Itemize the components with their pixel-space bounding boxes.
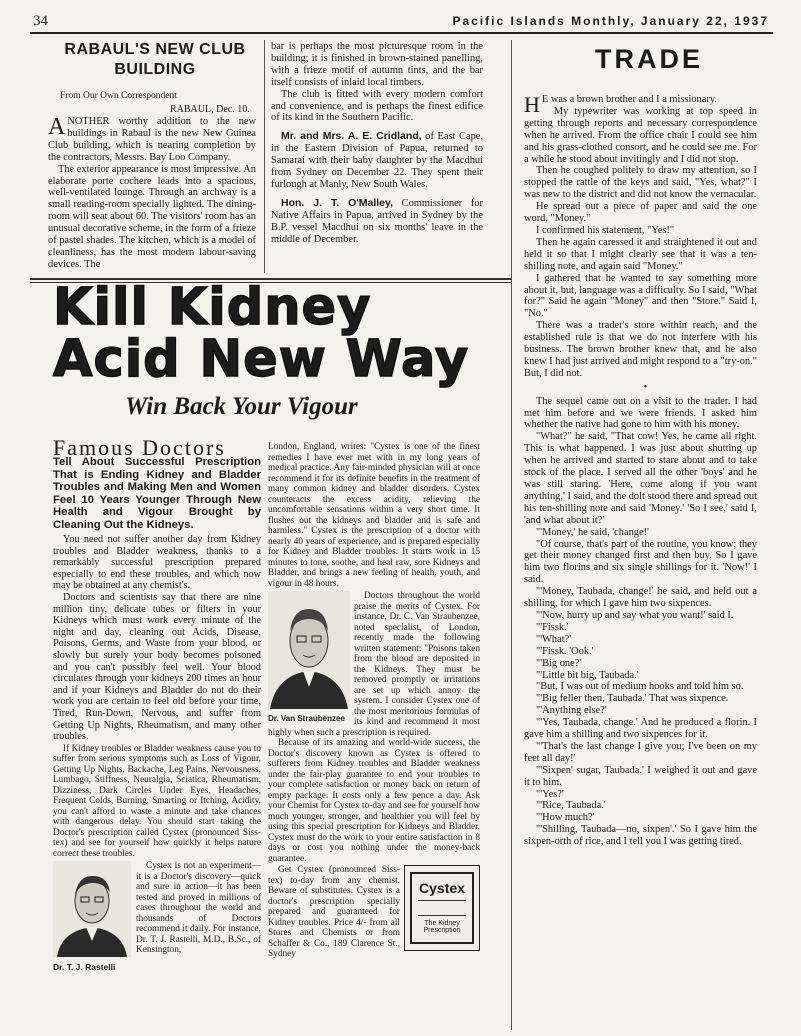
- trade-paragraph: He spread out a piece of paper and said the one word, "Money.": [524, 201, 757, 225]
- cystex-tagline: The Kidney Prescription: [423, 920, 461, 934]
- page-number: 34: [33, 13, 48, 29]
- trade-paragraph: "'What?': [536, 633, 572, 645]
- trade-paragraph: My typewriter was working at top speed in getting through reports and necessary correspondence when he arrived. From the office chair I could see him and his grass-clothed consort, and he could see me. For a while he stood about invitingly and I did not stop.: [524, 105, 757, 165]
- section-bullet: •: [643, 381, 648, 393]
- personal-item: [271, 131, 483, 191]
- drop-cap: H: [524, 92, 540, 117]
- trade-paragraph: Then he coughed politely to draw my attention, so I stopped the rattle of the keys and said, "Yes, what?" I was new to the district and did not know the vernacular.: [524, 165, 757, 201]
- trade-paragraph: "But, I was out of medium hooks and told him so.: [536, 681, 744, 693]
- advert-paragraph: [53, 744, 261, 860]
- club-paragraph: bar is perhaps the most picturesque room in the building; it is finished in brown-stained panelling, with a frieze motif of autumn tints, and the bar itself consists of inlaid local timbers.: [271, 41, 483, 88]
- running-title: Pacific Islands Monthly, January 22, 1937: [452, 14, 769, 28]
- drop-cap: A: [48, 114, 66, 140]
- personal-name: Hon. J. T. O'Malley,: [281, 196, 393, 209]
- trade-paragraph: The sequel came out on a visit to the trader. I had met him before and we were friends. I asked him whether the native had gone to him with his money.: [524, 395, 757, 431]
- personal-item: [271, 198, 483, 246]
- trade-paragraph: "'Rice, Taubada.': [536, 800, 606, 812]
- package-band: [418, 900, 466, 916]
- column-rule: [511, 40, 512, 1030]
- cystex-package: [404, 865, 480, 951]
- advert-right-column: [268, 442, 480, 960]
- advert-headline: Kill Kidney Acid New Way: [53, 278, 470, 389]
- trade-paragraph: Then he again caressed it and straightened it out and held it so that I might clearly see that it was a ten-shilling note, and again said "Money.": [524, 236, 757, 272]
- club-article-continued: [271, 41, 483, 246]
- trade-paragraph: "'Anything else?': [536, 705, 607, 717]
- portrait-van-straubenzee-image: [268, 591, 350, 709]
- trade-paragraph: "Of course, that's part of the routine, you know; they get their money changed first and then buy. So I gave him two florins and six single shillings for it. 'Now!' I said.: [524, 538, 757, 586]
- dateline: RABAUL, Dec. 10.: [170, 104, 250, 115]
- trade-paragraph: "'Money, Taubada, change!' he said, and held out a shilling, for which I gave him two sixpences.: [524, 586, 757, 610]
- portrait-rastelli: [53, 861, 131, 973]
- trade-article-body: [524, 94, 757, 848]
- personal-name: Mr. and Mrs. A. E. Cridland,: [281, 130, 422, 143]
- advert-left-column: [53, 534, 261, 973]
- advert-paragraph: Doctors and scientists say that there are nine million tiny, delicate tubes or filters in your Kidneys which must work every minute of the night and day, cleaning out Acids, Disease, Poisons, Germs, and Waste from your blood, or slowly but surely your body becomes poisoned and you can't possibly feel well. Your blood circulates through your kidneys 200 times an hour and if your Kidneys and Bladder do not do their work you are certain to feel old before your time, Tired, Run-Down, Nervous, and suffer from Getting Up Nights, Rheumatism, and many other troubles.: [53, 591, 261, 743]
- advert-paragraph: Doctors throughout the world praise the merits of Cystex. For instance, Dr. C. Van Straubenzee, noted specialist, of London, recently made the following written statement: "Poisons taken from the blood are deposited in the Kidneys. They must be removed promptly or irritations are set up which annoy the system. I consider Cystex one of the most meritorious formulas of its kind and recommend it most highly when such a prescription is required.: [268, 591, 480, 738]
- trade-paragraph: "What?" he said, "That cow! Yes, he came all right. This is what happened. I was just about shutting up when he arrived and started to stare about and to take stock of the place. I served all the other 'boys' and he was still staring. 'Here, come along if you want anything,' I said, and the dolt stood there and spread out his ten-shilling note and said 'Money.' 'So I see,' said I, 'and what about it?': [524, 431, 757, 526]
- trade-paragraph: "'Little bit big, Taubada.': [536, 669, 639, 681]
- byline: From Our Own Correspondent: [60, 91, 177, 101]
- header-rule: [30, 32, 773, 34]
- trade-paragraph: "'How much?': [536, 812, 595, 824]
- trade-paragraph: "'Yes?': [536, 788, 564, 800]
- trade-paragraph: E was a brown brother and I a missionary.: [541, 94, 717, 105]
- portrait-rastelli-image: [53, 861, 131, 957]
- trade-paragraph: I gathered that he wanted to say something more about it, but, language was a difficulty. So I said, "What for?" Said he again "Money" and then "Store." Said I, "No.": [524, 272, 757, 320]
- advert-paragraph: Cystex is not an experiment—it is a Doctor's discovery—quick and sure in action—it has been tested and proved in millions of cases throughout the world and thousands of Doctors recommend it daily. For instance, Dr. T. J. Rastelli, M.D., B.Sc., of Kensington,: [136, 861, 261, 956]
- portrait-van-straubenzee: [268, 591, 350, 721]
- advert-paragraph: Get Cystex (pronounced Siss-tex) to-day from any chemist. Beware of substitutes. Cystex is a doctor's prescription specially prepared and guaranteed for Kidney troubles. Price 4/- from all Stores and Chemists or from Schaffer & Co., 189 Clarence St., Sydney: [268, 865, 400, 959]
- caption-rastelli: Dr. T. J. Rastelli: [53, 962, 116, 973]
- club-paragraph: The exterior appearance is most impressive. An elaborate porte cochere leads into a spacious, well-ventilated lounge. Through an archway is a small reading-room specially lighted. The dining-room will seat about 60. The visitors' room has an unusual decorative scheme, in the form of a frieze of pastel shades. The kitchen, which is a model of cleanliness, has the most modern labour-saving devices. The: [48, 163, 257, 270]
- caption-van-straubenzee: Dr. Van Straubenzee: [268, 714, 345, 723]
- advert-paragraph-text: If Kidney troubles or Bladder weakness cause you to suffer from serious symptoms such as Loss of Vigour, Getting Up Nights, Backache, Leg Pains, Nervousness, Lumbago, Stiffness, Neuralgia, Sciatica, Rheumatism, Dizziness, Dark Circles Under Eyes, Headaches, Frequent Colds, Burning, Smarting or Itching, Acidity, you can't afford to waste a minute and take chances with dangerous delay. You should start taking the Doctor's prescription called Cystex (pronounced Siss-tex) and see for yourself how quickly it helps nature correct these troubles.: [53, 743, 261, 859]
- trade-paragraph: There was a trader's store within reach, and the established rule is that we do not interfere with his business. The brown brother knew that, and he also knew I had just arrived and might respond to a "try-on." But, I did not.: [524, 320, 757, 379]
- trade-paragraph: "'Big one?': [536, 657, 582, 669]
- trade-paragraph: "'Yes, Taubada, change.' And he produced a florin. I gave him a shilling and two sixpences for it.: [524, 717, 757, 741]
- advert-paragraph: London, England, writes: "Cystex is one of the finest remedies I have ever met with in my long years of medical practice. Any fair-minded physician will at once recommend it for its definite benefits in the treatment of many common kidney and bladder disorders. Cystex counteracts the excess acidity, relieving the uncomfortable sensations within a very short time. It flushes out the kidneys and bladder and is safe and harmless." Cystex is the prescription of a doctor with nearly 40 years of experience, and is prepared especially for Kidney and Bladder troubles. It starts work in 15 minutes to tone, soothe, and heal raw, sore Kidneys and Bladder, and brings a new feeling of health, youth, and vigour in 48 hours.: [268, 442, 480, 589]
- trade-paragraph: "'Big feller then, Taubada.' That was sixpence.: [536, 693, 729, 705]
- personal-text: Commissioner for Native Affairs in Papua, arrived in Sydney by the B.P. vessel Macdhui on six months' leave in the middle of December.: [271, 197, 483, 245]
- trade-paragraph: "'Sixpen' sugar, Taubada.' I weighed it out and gave it to him.: [524, 764, 757, 788]
- club-article-body: [48, 116, 256, 271]
- advert-paragraph: You need not suffer another day from Kidney troubles and Bladder weakness, thanks to a remarkably successful prescription prepared especially to end these troubles, and which now may be obtained at any chemist's.: [53, 534, 261, 592]
- advert-famous-doctors: Famous Doctors: [53, 435, 226, 460]
- trade-paragraph: "'Now, hurry up and say what you want!' said I.: [536, 609, 734, 621]
- trade-paragraph: "'Shilling, Taubada—no, sixpen'.' So I gave him the sixpen-orth of rice, and I tell you I was getting tired.: [524, 824, 757, 848]
- club-paragraph: NOTHER worthy addition to the new buildings in Rabaul is the new New Guinea Club building, which is nearing completion by the contractors, Messrs. Bay Loo Company.: [48, 116, 256, 163]
- trade-paragraph: I confirmed his statement, "Yes!": [536, 224, 675, 236]
- advert-paragraph: Because of its amazing and world-wide success, the Doctor's discovery known as Cystex is offered to sufferers from Kidney troubles and Bladder weakness under the fair-play guarantee to end your troubles to your complete satisfaction or money back on return of empty package. It costs only a few pence a day. Ask your Chemist for Cystex to-day and see for yourself how much younger, stronger, and healthier you will feel by using this special prescription for Kidneys and Bladder. Cystex must do the work to your entire satisfaction in 8 days or cost you nothing under the money-back guarantee.: [268, 738, 480, 864]
- advert-famous-subhead: Tell About Successful Prescription That is Ending Kidney and Bladder Troubles and Making Men and Women Feel 10 Years Younger Through New Health and Vigour Brought by Cleaning Out the Kidneys.: [53, 456, 261, 531]
- trade-paragraph: "'Fissk.': [536, 621, 569, 633]
- personal-text: of East Cape, in the Eastern Division of Papua, returned to Samarai with their baby daughter by the Macdhui from Sydney on December 22. They spent their furlough at Manly, New South Wales.: [271, 131, 484, 190]
- trade-paragraph: "'Money,' he said, 'change!': [536, 526, 649, 538]
- column-rule: [264, 40, 265, 273]
- trade-article-title: TRADE: [595, 44, 703, 74]
- cystex-brand: Cystex: [419, 880, 465, 896]
- trade-paragraph: "'That's the last change I give you; I've been on my feet all day!': [524, 740, 757, 764]
- trade-paragraph: "'Fissk. 'Ook.': [536, 645, 594, 657]
- club-paragraph: The club is fitted with every modern comfort and convenience, and is perhaps the finest edifice of its kind in the Southern Pacific.: [271, 88, 483, 124]
- advert-subhead: Win Back Your Vigour: [125, 393, 358, 420]
- cystex-package-label: [410, 872, 474, 944]
- club-article-title: RABAUL'S NEW CLUB BUILDING: [64, 41, 246, 78]
